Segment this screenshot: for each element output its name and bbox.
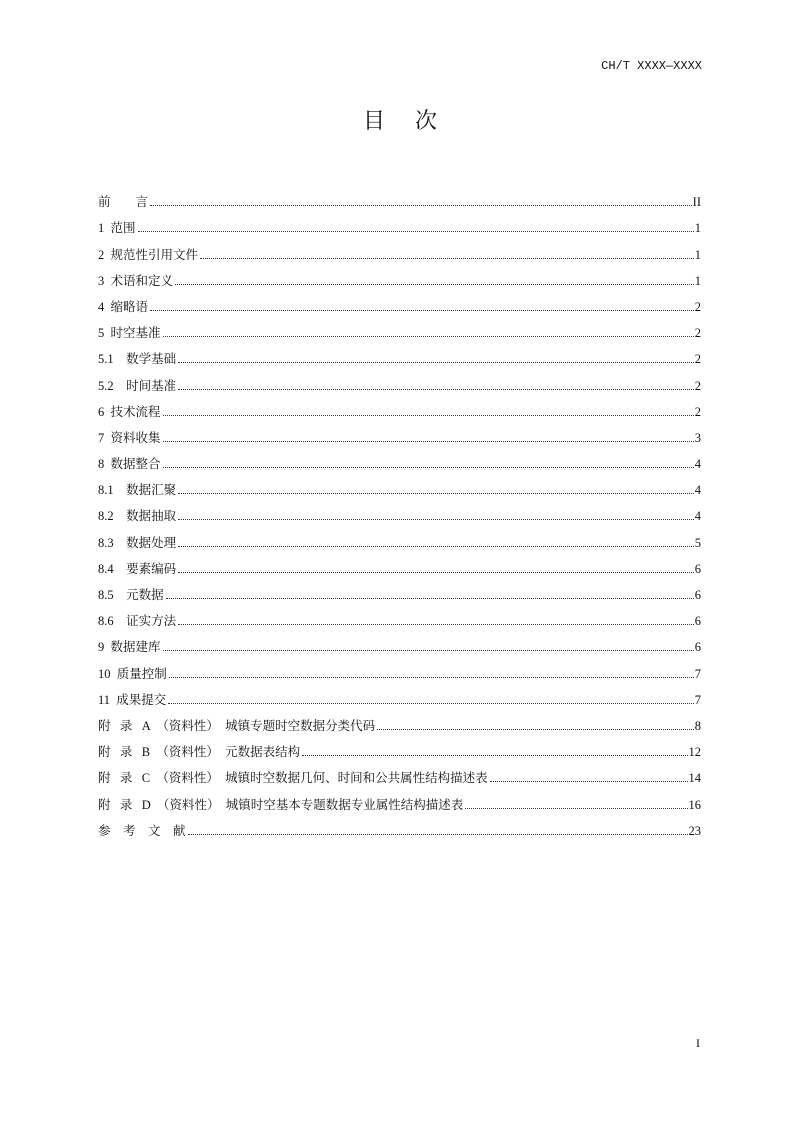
dot-leader <box>178 389 694 390</box>
toc-entry-label: 附 录 A （资料性） 城镇专题时空数据分类代码 <box>98 718 376 733</box>
toc-entry-page: 6 <box>694 561 701 576</box>
toc-entry-label: 8.6 证实方法 <box>98 614 177 629</box>
table-of-contents <box>98 184 701 839</box>
dot-leader <box>163 415 694 416</box>
toc-entry[interactable] <box>98 708 701 734</box>
toc-entry-page: II <box>692 195 701 210</box>
toc-entry[interactable] <box>98 472 701 498</box>
toc-entry[interactable] <box>98 786 701 812</box>
dot-leader <box>168 703 693 704</box>
toc-entry-page: 7 <box>694 692 701 707</box>
dot-leader <box>163 650 694 651</box>
toc-entry-label: 1 范围 <box>98 221 136 236</box>
toc-entry[interactable] <box>98 682 701 708</box>
dot-leader <box>163 441 694 442</box>
toc-entry-page: 16 <box>688 797 701 812</box>
dot-leader <box>200 258 694 259</box>
toc-entry-page: 23 <box>688 823 701 838</box>
dot-leader <box>178 546 694 547</box>
toc-entry-page: 7 <box>694 666 701 681</box>
toc-entry[interactable] <box>98 289 701 315</box>
dot-leader <box>150 310 694 311</box>
title-char: 次 <box>415 108 438 133</box>
toc-entry-label: 2 规范性引用文件 <box>98 247 199 262</box>
toc-entry[interactable] <box>98 210 701 236</box>
toc-entry[interactable] <box>98 263 701 289</box>
toc-entry-page: 12 <box>688 745 701 760</box>
toc-entry[interactable] <box>98 184 701 210</box>
toc-entry-page: 6 <box>694 614 701 629</box>
dot-leader <box>178 519 694 520</box>
dot-leader <box>178 572 694 573</box>
dot-leader <box>138 231 694 232</box>
toc-entry-page: 4 <box>694 457 701 472</box>
toc-entry-page: 2 <box>694 299 701 314</box>
dot-leader <box>178 493 694 494</box>
toc-entry-page: 1 <box>694 273 701 288</box>
toc-entry-label: 参 考 文 献 <box>98 823 186 838</box>
dot-leader <box>169 677 694 678</box>
toc-entry[interactable] <box>98 524 701 550</box>
toc-entry[interactable] <box>98 341 701 367</box>
toc-entry-label: 8.5 元数据 <box>98 588 164 602</box>
toc-entry[interactable] <box>98 236 701 262</box>
toc-entry[interactable] <box>98 551 701 577</box>
toc-entry-label: 11 成果提交 <box>98 692 167 707</box>
toc-entry-label: 4 缩略语 <box>98 299 149 314</box>
toc-entry-label: 8.1 数据汇聚 <box>98 483 177 498</box>
toc-entry-label: 8.2 数据抽取 <box>98 509 177 524</box>
dot-leader <box>175 284 694 285</box>
toc-entry-page: 4 <box>694 483 701 498</box>
toc-entry-label: 附 录 B （资料性） 元数据表结构 <box>98 745 301 760</box>
page-title <box>0 104 800 135</box>
toc-entry[interactable] <box>98 446 701 472</box>
toc-entry-label: 5.1 数学基础 <box>98 352 177 367</box>
toc-entry[interactable] <box>98 420 701 446</box>
toc-entry-page: 8 <box>694 718 701 733</box>
dot-leader <box>178 624 694 625</box>
toc-entry[interactable] <box>98 603 701 629</box>
dot-leader <box>163 467 694 468</box>
toc-entry-label: 5.2 时间基准 <box>98 378 177 393</box>
toc-entry-page: 4 <box>694 509 701 524</box>
toc-entry[interactable] <box>98 760 701 786</box>
title-char: 目 <box>362 108 385 133</box>
toc-entry-label: 附 录 D （资料性） 城镇时空基本专题数据专业属性结构描述表 <box>98 797 464 812</box>
toc-entry[interactable] <box>98 498 701 524</box>
dot-leader <box>465 808 687 809</box>
toc-entry-page: 2 <box>694 326 701 341</box>
toc-entry-page: 2 <box>694 404 701 419</box>
toc-entry[interactable] <box>98 813 701 839</box>
toc-entry-page: 2 <box>694 378 701 393</box>
dot-leader <box>188 834 688 835</box>
toc-entry-label: 9 数据建库 <box>98 640 161 655</box>
dot-leader <box>302 755 687 756</box>
toc-entry[interactable] <box>98 734 701 760</box>
dot-leader <box>490 781 688 782</box>
toc-entry-page: 6 <box>694 588 701 602</box>
toc-entry[interactable] <box>98 629 701 655</box>
toc-entry-label: 8 数据整合 <box>98 457 161 472</box>
toc-entry-label: 前 言 <box>98 195 149 210</box>
toc-entry-page: 14 <box>688 771 701 786</box>
toc-entry-label: 8.3 数据处理 <box>98 535 177 550</box>
toc-entry[interactable] <box>98 315 701 341</box>
dot-leader <box>166 598 694 599</box>
dot-leader <box>163 336 694 337</box>
dot-leader <box>178 362 694 363</box>
toc-entry-page: 3 <box>694 430 701 445</box>
toc-entry-label: 7 资料收集 <box>98 430 161 445</box>
page-number: I <box>696 1036 700 1050</box>
toc-entry-label: 3 术语和定义 <box>98 273 174 288</box>
toc-entry-label: 5 时空基准 <box>98 326 161 341</box>
toc-entry-page: 1 <box>694 247 701 262</box>
toc-entry-label: 附 录 C （资料性） 城镇时空数据几何、时间和公共属性结构描述表 <box>98 771 488 786</box>
toc-entry-page: 2 <box>694 352 701 367</box>
toc-entry-page: 6 <box>694 640 701 655</box>
toc-entry[interactable] <box>98 577 701 603</box>
toc-entry-label: 6 技术流程 <box>98 404 161 419</box>
toc-entry-label: 8.4 要素编码 <box>98 561 177 576</box>
document-code: CH/T XXXX—XXXX <box>601 59 702 73</box>
toc-entry[interactable] <box>98 367 701 393</box>
dot-leader <box>150 205 692 206</box>
toc-entry-page: 5 <box>694 535 701 550</box>
toc-entry[interactable] <box>98 394 701 420</box>
toc-entry[interactable] <box>98 655 701 681</box>
toc-entry-page: 1 <box>694 221 701 236</box>
dot-leader <box>377 729 694 730</box>
toc-entry-label: 10 质量控制 <box>98 666 167 681</box>
